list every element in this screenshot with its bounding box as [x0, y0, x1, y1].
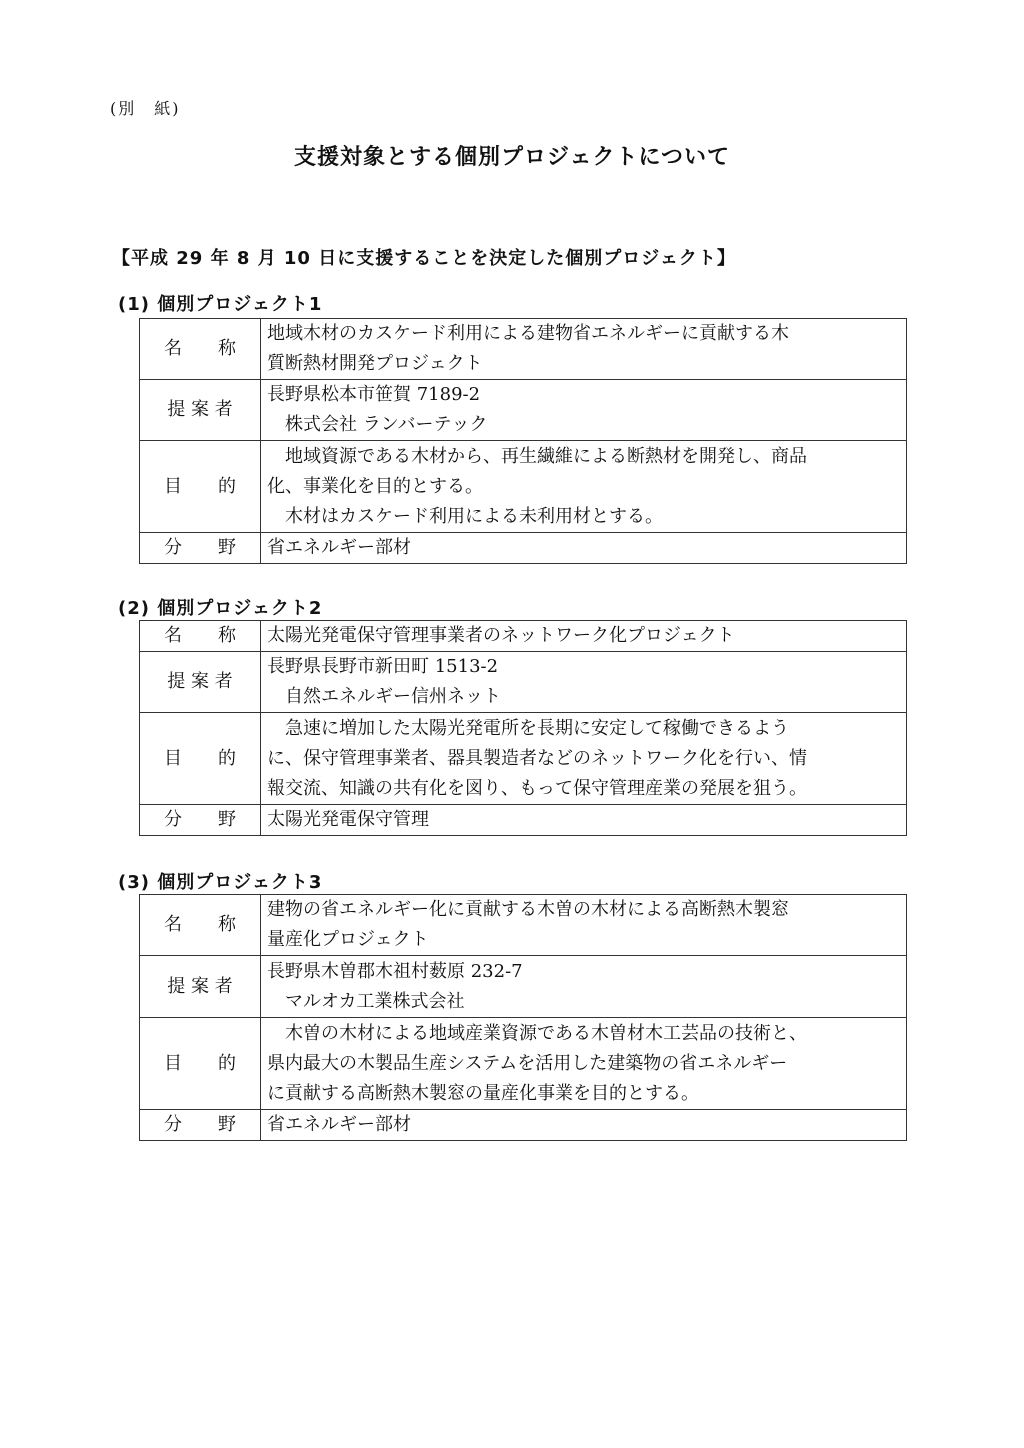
project-2-heading: (2) 個別プロジェクト2: [118, 598, 323, 619]
row-purpose: [140, 713, 907, 805]
field-value: 省エネルギー部材: [261, 533, 907, 564]
project-name: [261, 319, 907, 380]
label-purpose: 目 的: [140, 713, 261, 805]
decision-heading: 【平成 29 年 8 月 10 日に支援することを決定した個別プロジェクト】: [112, 248, 736, 269]
name-line: 質断熱材開発プロジェクト: [267, 353, 483, 374]
purpose-line: に貢献する高断熱木製窓の量産化事業を目的とする。: [267, 1082, 699, 1104]
name-line: 地域木材のカスケード利用による建物省エネルギーに貢献する木: [267, 323, 789, 344]
proposer-address: 長野県木曽郡木祖村薮原 232-7: [267, 960, 523, 982]
project-name: [261, 895, 907, 956]
row-field: [140, 533, 907, 564]
purpose: [261, 441, 907, 533]
label-proposer: 提 案 者: [140, 956, 261, 1018]
attachment-label: (別 紙): [110, 99, 181, 118]
row-field: [140, 1110, 907, 1141]
purpose-line: 県内最大の木製品生産システムを活用した建築物の省エネルギー: [267, 1052, 788, 1074]
row-purpose: [140, 441, 907, 533]
row-field: [140, 805, 907, 836]
name-line: 量産化プロジェクト: [267, 929, 429, 950]
row-proposer: [140, 956, 907, 1018]
project-3-table: [139, 894, 907, 1141]
purpose-line: に、保守管理事業者、器具製造者などのネットワーク化を行い、情: [267, 747, 807, 769]
label-proposer: 提 案 者: [140, 380, 261, 441]
project-1-heading: (1) 個別プロジェクト1: [118, 294, 323, 315]
project-name: [261, 621, 907, 652]
proposer-company: マルオカ工業株式会社: [285, 990, 465, 1012]
project-2-table: [139, 620, 907, 836]
label-purpose: 目 的: [140, 441, 261, 533]
purpose-line: 報交流、知識の共有化を図り、もって保守管理産業の発展を狙う。: [267, 777, 807, 799]
label-purpose: 目 的: [140, 1018, 261, 1110]
label-field: 分 野: [140, 533, 261, 564]
purpose: [261, 713, 907, 805]
row-name: [140, 319, 907, 380]
row-name: [140, 621, 907, 652]
row-proposer: [140, 652, 907, 713]
row-name: [140, 895, 907, 956]
project-3-heading: (3) 個別プロジェクト3: [118, 872, 323, 893]
purpose: [261, 1018, 907, 1110]
purpose-line: 化、事業化を目的とする。: [267, 475, 483, 497]
label-proposer: 提 案 者: [140, 652, 261, 713]
label-field: 分 野: [140, 805, 261, 836]
label-name: 名 称: [140, 895, 261, 956]
proposer: [261, 956, 907, 1018]
purpose-line: 地域資源である木材から、再生繊維による断熱材を開発し、商品: [285, 445, 807, 467]
name-line: 建物の省エネルギー化に貢献する木曽の木材による高断熱木製窓: [267, 899, 789, 920]
proposer: [261, 380, 907, 441]
label-field: 分 野: [140, 1110, 261, 1141]
name-line: 太陽光発電保守管理事業者のネットワーク化プロジェクト: [267, 625, 735, 646]
proposer: [261, 652, 907, 713]
field-value: 太陽光発電保守管理: [261, 805, 907, 836]
proposer-company: 自然エネルギー信州ネット: [285, 686, 501, 707]
label-name: 名 称: [140, 319, 261, 380]
page-title: 支援対象とする個別プロジェクトについて: [293, 145, 731, 170]
label-name: 名 称: [140, 621, 261, 652]
purpose-line: 木曽の木材による地域産業資源である木曽材木工芸品の技術と、: [285, 1022, 807, 1044]
project-1-table: [139, 318, 907, 564]
proposer-address: 長野県長野市新田町 1513-2: [267, 656, 499, 677]
row-proposer: [140, 380, 907, 441]
proposer-address: 長野県松本市笹賀 7189-2: [267, 384, 481, 405]
purpose-line: 木材はカスケード利用による未利用材とする。: [285, 505, 663, 527]
row-purpose: [140, 1018, 907, 1110]
purpose-line: 急速に増加した太陽光発電所を長期に安定して稼働できるよう: [285, 717, 789, 739]
proposer-company: 株式会社 ランバーテック: [285, 414, 488, 435]
field-value: 省エネルギー部材: [261, 1110, 907, 1141]
